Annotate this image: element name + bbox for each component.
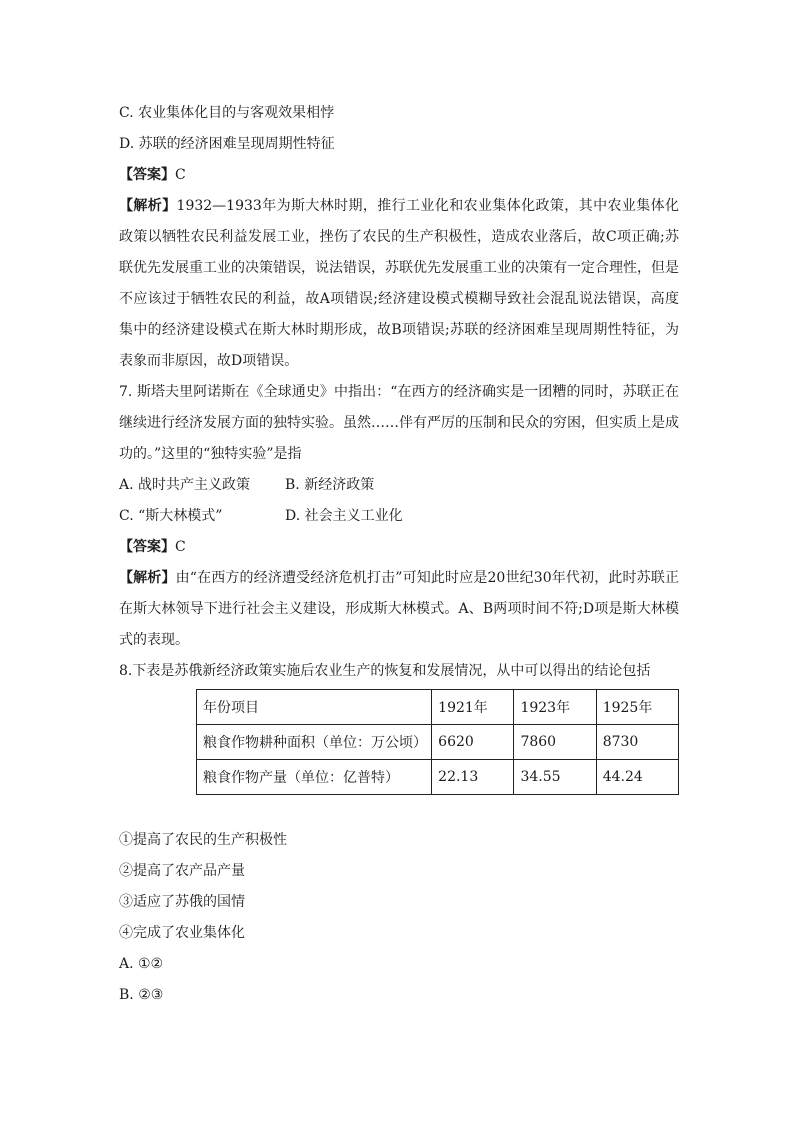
answer-value: C: [175, 539, 186, 555]
q8-option-a: A. ①②: [119, 956, 164, 972]
q8-statement-3: ③适应了苏俄的国情: [119, 894, 245, 910]
analysis-tag: 【解析】: [119, 570, 176, 586]
table-row: [197, 760, 679, 795]
table-cell: 1925年: [596, 690, 678, 725]
table-row: [197, 725, 679, 760]
analysis-text: 1932—1933年为斯大林时期，推行工业化和农业集体化政策，其中农业集体化政策以牺牲农民利益发展工业，挫伤了农民的生产积极性，造成农业落后，故C项正确;苏联优先发展重工业的决策错误，说法错误，苏联优先发展重工业的决策有一定合理性，但是不应该过于牺牲农民的利益，故A项错误;经济建设模式模糊导致社会混乱说法错误，高度集中的经济建设模式在斯大林时期形成，故B项错误;苏联的经济困难呈现周期性特征，为表象而非原因，故D项错误。: [119, 198, 679, 369]
q7-option-d: D. 社会主义工业化: [285, 508, 403, 524]
analysis-text: 由“在西方的经济遭受经济危机打击”可知此时应是20世纪30年代初，此时苏联正在斯大林领导下进行社会主义建设，形成斯大林模式。A、B两项时间不符;D项是斯大林模式的表现。: [119, 570, 679, 648]
analysis-tag: 【解析】: [119, 198, 177, 214]
document-page: [119, 98, 679, 1011]
table-cell: 22.13: [432, 760, 514, 795]
table-cell: 6620: [432, 725, 514, 760]
q6-answer: [119, 160, 679, 191]
table-cell: 粮食作物耕种面积（单位：万公顷）: [197, 725, 432, 760]
q7-stem: 7. 斯塔夫里阿诺斯在《全球通史》中指出：“在西方的经济确实是一团糟的同时，苏联正在继续进行经济发展方面的独特实验。虽然……伴有严厉的压制和民众的穷困，但实质上是成功的。”这里的“独特实验”是指: [119, 384, 679, 462]
answer-tag: 【答案】: [119, 539, 175, 555]
q8-statement-1: ①提高了农民的生产积极性: [119, 832, 287, 848]
answer-tag: 【答案】: [119, 167, 175, 183]
q7-analysis: [119, 563, 679, 656]
agriculture-table: [196, 689, 679, 795]
answer-value: C: [175, 167, 186, 183]
table-header-row: [197, 690, 679, 725]
q7-option-a: A. 战时共产主义政策: [119, 477, 251, 493]
q8-stem: 8.下表是苏俄新经济政策实施后农业生产的恢复和发展情况，从中可以得出的结论包括: [119, 663, 651, 679]
table-cell: 8730: [596, 725, 678, 760]
table-cell: 年份项目: [197, 690, 432, 725]
q8-option-b: B. ②③: [119, 987, 164, 1003]
q8-statement-2: ②提高了农产品产量: [119, 863, 245, 879]
q6-option-c: C. 农业集体化目的与客观效果相悖: [119, 105, 335, 121]
table-cell: 1921年: [432, 690, 514, 725]
q7-answer: [119, 532, 679, 563]
q7-option-b: B. 新经济政策: [285, 477, 375, 493]
table-cell: 粮食作物产量（单位：亿普特）: [197, 760, 432, 795]
table-cell: 34.55: [514, 760, 596, 795]
q8-statement-4: ④完成了农业集体化: [119, 925, 245, 941]
q6-analysis: [119, 191, 679, 377]
table-cell: 1923年: [514, 690, 596, 725]
q7-option-c: C. “斯大林模式”: [119, 508, 223, 524]
q7-options-row1: [119, 470, 679, 501]
table-cell: 7860: [514, 725, 596, 760]
table-cell: 44.24: [596, 760, 678, 795]
q6-option-d: D. 苏联的经济困难呈现周期性特征: [119, 136, 335, 152]
q7-options-row2: [119, 501, 679, 532]
